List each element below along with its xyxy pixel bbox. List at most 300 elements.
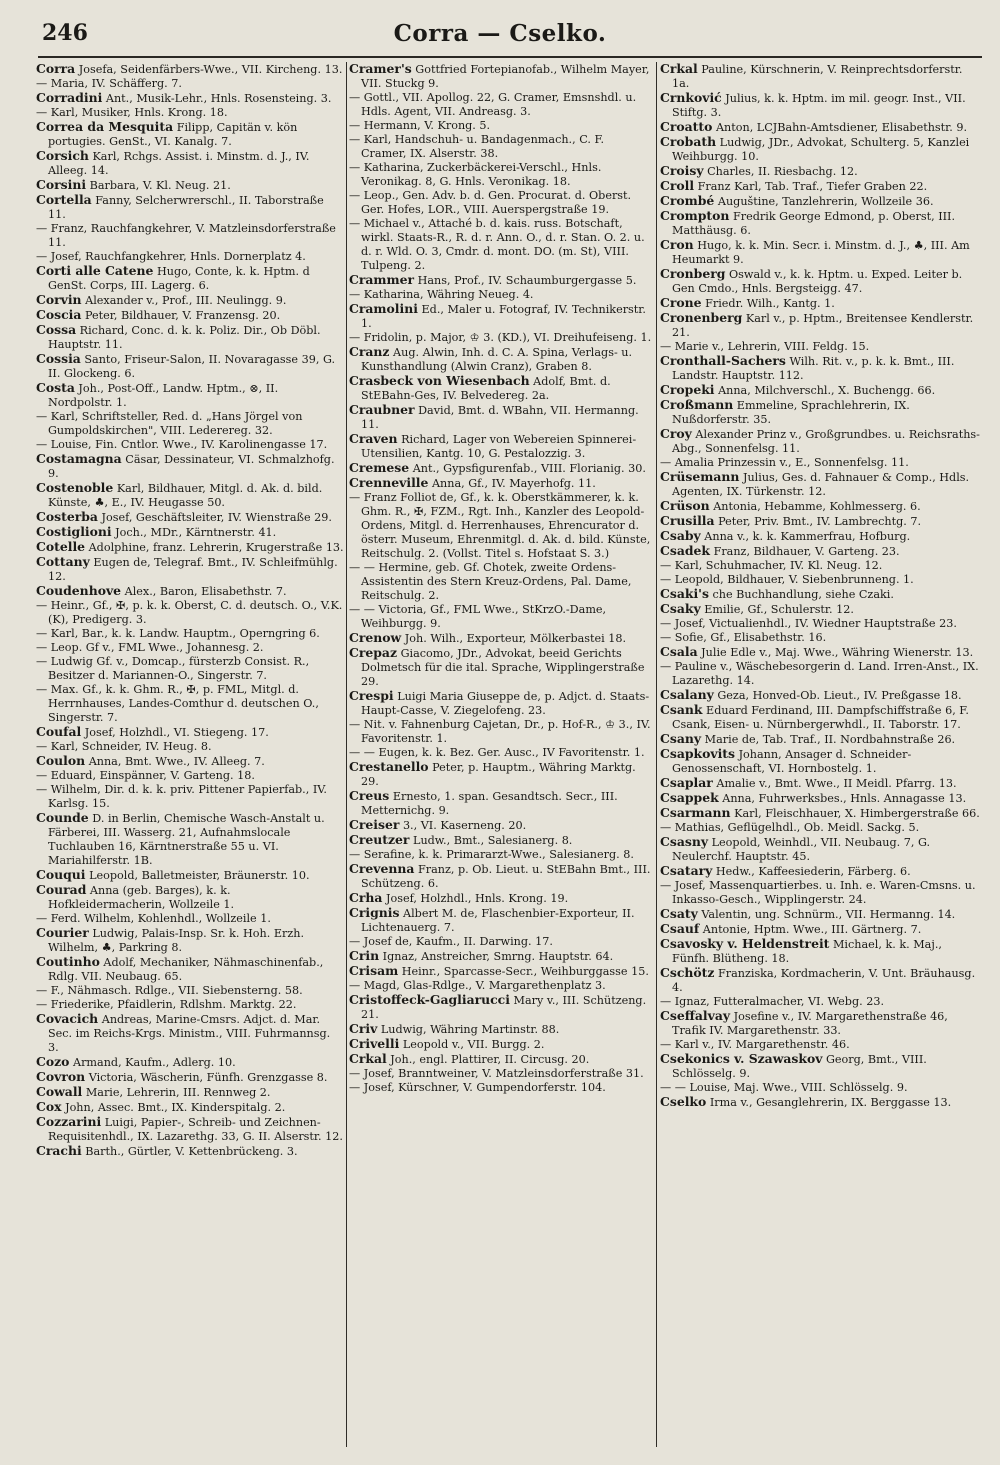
directory-entry <box>660 238 980 267</box>
entry-surname: Cramolini <box>349 301 418 316</box>
entry-surname: Cremese <box>349 460 410 475</box>
directory-entry <box>660 267 980 296</box>
directory-entry <box>660 791 980 806</box>
directory-entry <box>36 725 344 740</box>
entry-text: — Wilhelm, Dir. d. k. k. priv. Pittener Papierfab., IV. Karlsg. 15. <box>36 783 327 810</box>
entry-text: Valentin, ung. Schnürm., VII. Hermanng. 14. <box>701 908 956 921</box>
entry-surname: Corvin <box>36 292 82 307</box>
entry-text: Antonie, Hptm. Wwe., III. Gärtnerg. 7. <box>702 923 922 936</box>
entry-text: — Nit. v. Fahnenburg Cajetan, Dr., p. Hof-R., ♔ 3., IV. Favoritenstr. 1. <box>349 718 651 745</box>
directory-entry <box>36 1144 344 1159</box>
entry-text: — Magd, Glas-Rdlge., V. Margarethenplatz 3. <box>349 979 606 992</box>
entry-text: Gottfried Fortepianofab., Wilhelm Mayer, VII. Stuckg 9. <box>361 63 650 90</box>
entry-surname: Csarmann <box>660 805 731 820</box>
directory-entry <box>36 754 344 769</box>
entry-text: Giacomo, JDr., Advokat, beeid Gerichts Dolmetsch für die ital. Sprache, Wipplingerstraße 29. <box>361 647 645 688</box>
entry-surname: Crüson <box>660 498 710 513</box>
directory-entry <box>660 514 980 529</box>
entry-text: — — Eugen, k. k. Bez. Ger. Ausc., IV Favoritenstr. 1. <box>349 746 645 759</box>
directory-entry <box>36 1100 344 1115</box>
directory-entry <box>36 683 344 725</box>
directory-entry <box>36 193 344 222</box>
directory-entry <box>349 374 652 403</box>
entry-surname: Crignis <box>349 905 400 920</box>
entry-surname: Costerba <box>36 509 98 524</box>
column-1 <box>36 62 344 1447</box>
entry-text: — Ferd. Wilhelm, Kohlenhdl., Wollzeile 1. <box>36 912 271 925</box>
directory-entry <box>36 1012 344 1055</box>
entry-text: — Pauline v., Wäschebesorgerin d. Land. Irren-Anst., IX. Lazarethg. 14. <box>660 660 979 687</box>
entry-text: — Josef, Rauchfangkehrer, Hnls. Dornerplatz 4. <box>36 250 306 263</box>
directory-entry <box>349 461 652 476</box>
entry-text: Anton, LCJBahn-Amtsdiener, Elisabethstr. 9. <box>715 121 968 134</box>
entry-text: Fanny, Selcherwrerschl., II. Taborstraße 11. <box>48 194 324 221</box>
entry-text: Karl, Rchgs. Assist. i. Minstm. d. J., IV. Alleeg. 14. <box>48 150 310 177</box>
directory-entry <box>660 91 980 120</box>
directory-entry <box>349 603 652 631</box>
entry-surname: Croßmann <box>660 397 734 412</box>
entry-text: — Josef, Branntweiner, V. Matzleinsdorferstraße 31. <box>349 1067 644 1080</box>
entry-text: Josef, Holzhdl., VI. Stiegeng. 17. <box>84 726 269 739</box>
entry-surname: Corsini <box>36 177 87 192</box>
entry-surname: Coutinho <box>36 954 100 969</box>
directory-entry <box>36 264 344 293</box>
directory-entry <box>660 587 980 602</box>
entry-text: Adolf, Mechaniker, Nähmaschinenfab., Rdlg. VII. Neubaug. 65. <box>48 956 324 983</box>
entry-text: Michael, k. k. Maj., Fünfh. Blütheng. 18. <box>672 938 942 965</box>
directory-entry <box>660 1081 980 1095</box>
directory-entry <box>349 949 652 964</box>
directory-entry <box>36 106 344 120</box>
directory-entry <box>660 499 980 514</box>
entry-text: — Josef, Massenquartierbes. u. Inh. e. Waren-Cmsns. u. Inkasso-Gesch., Wipplingerstr. 24. <box>660 879 976 906</box>
entry-text: Joch., MDr., Kärntnerstr. 41. <box>115 526 277 539</box>
directory-entry <box>36 811 344 868</box>
directory-entry <box>349 345 652 374</box>
entry-surname: Croll <box>660 178 695 193</box>
entry-text: Victoria, Wäscherin, Fünfh. Grenzgasse 8. <box>88 1071 328 1084</box>
entry-text: — Karl v., IV. Margarethenstr. 46. <box>660 1038 850 1051</box>
entry-text: Heinr., Sparcasse-Secr., Weihburggasse 15. <box>401 965 649 978</box>
directory-entry <box>660 398 980 427</box>
entry-text: — Eduard, Einspänner, V. Garteng. 18. <box>36 769 255 782</box>
entry-text: Karl, Bildhauer, Mitgl. d. Ak. d. bild. Künste, ♣, E., IV. Heugasse 50. <box>48 482 323 509</box>
entry-text: Julius, Ges. d. Fahnauer & Comp., Hdls. Agenten, IX. Türkenstr. 12. <box>672 471 970 498</box>
entry-surname: Cossa <box>36 322 77 337</box>
directory-entry <box>660 864 980 879</box>
entry-text: Josef, Holzhdl., Hnls. Krong. 19. <box>386 892 569 905</box>
entry-text: Hedw., Kaffeesiederin, Färberg. 6. <box>715 865 911 878</box>
directory-entry <box>36 149 344 178</box>
entry-text: Julius, k. k. Hptm. im mil. geogr. Inst., VII. Stiftg. 3. <box>672 92 966 119</box>
entry-surname: Cozo <box>36 1054 70 1069</box>
entry-text: Albert M. de, Flaschenbier-Exporteur, II. Lichtenauerg. 7. <box>361 907 635 934</box>
entry-surname: Croy <box>660 426 692 441</box>
entry-surname: Croisy <box>660 163 704 178</box>
column-2 <box>349 62 652 1447</box>
directory-entry <box>36 481 344 510</box>
entry-text: Ludwig, JDr., Advokat, Schulterg. 5, Kanzlei Weihburgg. 10. <box>672 136 970 163</box>
entry-text: Armand, Kaufm., Adlerg. 10. <box>73 1056 236 1069</box>
directory-entry <box>660 747 980 776</box>
entry-text: — Gottl., VII. Apollog. 22, G. Cramer, Emsnshdl. u. Hdls. Agent, VII. Andreasg. 3. <box>349 91 637 118</box>
directory-entry <box>660 194 980 209</box>
entry-text: che Buchhandlung, siehe Czaki. <box>712 588 894 601</box>
directory-entry <box>36 120 344 149</box>
entry-surname: Cortella <box>36 192 92 207</box>
entry-surname: Coufal <box>36 724 82 739</box>
page-title: Corra — Cselko. <box>393 20 607 47</box>
entry-text: — Max. Gf., k. k. Ghm. R., ✠, p. FML, Mitgl. d. Herrnhauses, Landes-Comthur d. deutschen O., Singerstr. 7. <box>36 683 319 724</box>
entry-surname: Crepaz <box>349 645 398 660</box>
entry-surname: Csasny <box>660 834 709 849</box>
entry-surname: Creus <box>349 788 390 803</box>
directory-entry <box>349 1037 652 1052</box>
entry-text: — Ignaz, Futteralmacher, VI. Webg. 23. <box>660 995 885 1008</box>
directory-entry <box>349 979 652 993</box>
entry-text: Ant., Musik-Lehr., Hnls. Rosensteing. 3. <box>105 92 332 105</box>
directory-entry <box>660 879 980 907</box>
entry-text: Santo, Friseur-Salon, II. Novaragasse 39, G. II. Glockeng. 6. <box>48 353 336 380</box>
entry-surname: Corradini <box>36 90 103 105</box>
entry-surname: Cowall <box>36 1084 83 1099</box>
directory-entry <box>36 641 344 655</box>
entry-surname: Cotelle <box>36 539 86 554</box>
directory-entry <box>660 1038 980 1052</box>
directory-entry <box>660 179 980 194</box>
directory-entry <box>660 631 980 645</box>
entry-surname: Crestanello <box>349 759 429 774</box>
entry-text: Anna, Fuhrwerksbes., Hnls. Annagasse 13. <box>722 792 967 805</box>
directory-entry <box>660 559 980 573</box>
directory-entry <box>660 340 980 354</box>
entry-surname: Costamagna <box>36 451 122 466</box>
entry-text: Friedr. Wilh., Kantg. 1. <box>705 297 835 310</box>
entry-surname: Corsich <box>36 148 89 163</box>
entry-text: — Karl, Musiker, Hnls. Krong. 18. <box>36 106 228 119</box>
entry-surname: Csaki's <box>660 586 709 601</box>
entry-surname: Criv <box>349 1021 378 1036</box>
entry-text: Karl, Fleischhauer, X. Himbergerstraße 66. <box>734 807 980 820</box>
entry-text: — Fridolin, p. Major, ♔ 3. (KD.), VI. Dreihufeiseng. 1. <box>349 331 652 344</box>
directory-entry <box>36 955 344 984</box>
directory-entry <box>36 352 344 381</box>
entry-text: — — Hermine, geb. Gf. Chotek, zweite Ordens-Assistentin des Stern Kreuz-Ordens, Pal. Dame, Reitschulg. 2. <box>349 561 632 602</box>
directory-entry <box>660 937 980 966</box>
directory-entry <box>349 119 652 133</box>
entry-text: Filipp, Capitän v. kön portugies. GenSt., VI. Kanalg. 7. <box>48 121 298 148</box>
directory-entry <box>349 217 652 273</box>
entry-text: Ludwig, Palais-Insp. Sr. k. Hoh. Erzh. Wilhelm, ♣, Parkring 8. <box>48 927 305 954</box>
column-divider <box>656 62 657 1447</box>
entry-text: Ludwig, Währing Martinstr. 88. <box>380 1023 560 1036</box>
entry-text: Anna v., k. k. Kammerfrau, Hofburg. <box>704 530 911 543</box>
directory-entry <box>660 966 980 995</box>
directory-entry <box>660 470 980 499</box>
entry-surname: Cselko <box>660 1094 707 1109</box>
directory-entry <box>349 288 652 302</box>
entry-surname: Crevenna <box>349 861 415 876</box>
directory-entry <box>349 161 652 189</box>
entry-text: — Mathias, Geflügelhdl., Ob. Meidl. Sackg. 5. <box>660 821 920 834</box>
entry-surname: Crachi <box>36 1143 82 1158</box>
directory-entry <box>660 995 980 1009</box>
entry-surname: Crompton <box>660 208 730 223</box>
entry-text: Julie Edle v., Maj. Wwe., Währing Wienerstr. 13. <box>701 646 974 659</box>
entry-surname: Correa da Mesquita <box>36 119 174 134</box>
entry-text: Emmeline, Sprachlehrerin, IX. Nußdorferstr. 35. <box>672 399 910 426</box>
entry-surname: Crammer <box>349 272 415 287</box>
entry-text: Johann, Ansager d. Schneider-Genossenschaft, VI. Hornbostelg. 1. <box>672 748 912 775</box>
entry-surname: Crisam <box>349 963 399 978</box>
directory-entry <box>36 178 344 193</box>
entry-surname: Craubner <box>349 402 415 417</box>
page-number: 246 <box>42 20 88 46</box>
entry-text: Richard, Lager von Webereien Spinnerei-Utensilien, Kantg. 10, G. Pestalozzig. 3. <box>361 433 637 460</box>
directory-entry <box>349 302 652 331</box>
entry-text: Leopold, Balletmeister, Bräunerstr. 10. <box>89 869 310 882</box>
entry-text: — Marie v., Lehrerin, VIII. Feldg. 15. <box>660 340 870 353</box>
entry-text: Barth., Gürtler, V. Kettenbrückeng. 3. <box>85 1145 298 1158</box>
entry-surname: Crkal <box>660 62 698 76</box>
directory-entry <box>36 77 344 91</box>
entry-surname: Crobath <box>660 134 717 149</box>
directory-entry <box>660 383 980 398</box>
entry-surname: Crenow <box>349 630 402 645</box>
directory-entry <box>349 476 652 491</box>
entry-text: — Franz Folliot de, Gf., k. k. Oberstkämmerer, k. k. Ghm. R., ✠, FZM., Rgt. Inh., Kanzler des Leopold-Ordens, Mitgl. d. Herrenhauses, Ehrencurator d. österr. Museum, Ehrenmitgl. d. Ak. d. bild. Künste, Reitschulg. 2. (Vollst. Titel s. Hofstaat S. 3.) <box>349 491 651 560</box>
entry-text: David, Bmt. d. WBahn, VII. Hermanng. 11. <box>361 404 639 431</box>
entry-text: — Karl, Schriftsteller, Red. d. „Hans Jörgel von Gumpoldskirchen", VIII. Lederereg. 32. <box>36 410 303 437</box>
entry-surname: Courier <box>36 925 89 940</box>
entry-text: Andreas, Marine-Cmsrs. Adjct. d. Mar. Sec. im Reichs-Krgs. Ministm., VIII. Fuhrmannsg. 3. <box>48 1013 331 1054</box>
entry-surname: Counde <box>36 810 89 825</box>
entry-text: Ignaz, Anstreicher, Smrng. Hauptstr. 64. <box>382 950 614 963</box>
entry-surname: Cossia <box>36 351 81 366</box>
directory-entry <box>660 922 980 937</box>
entry-text: Joh., Post-Off., Landw. Hptm., ⊗, II. Nordpolstr. 1. <box>48 382 279 409</box>
entry-surname: Csekonics v. Szawaskov <box>660 1051 823 1066</box>
entry-surname: Crombé <box>660 193 715 208</box>
directory-entry <box>36 250 344 264</box>
directory-entry <box>36 783 344 811</box>
entry-text: Adolf, Bmt. d. StEBahn-Ges, IV. Belvedereg. 2a. <box>361 375 611 402</box>
directory-entry <box>660 120 980 135</box>
entry-text: — Sofie, Gf., Elisabethstr. 16. <box>660 631 827 644</box>
directory-entry <box>660 776 980 791</box>
entry-surname: Cottany <box>36 554 90 569</box>
entry-surname: Csala <box>660 644 698 659</box>
directory-entry <box>349 818 652 833</box>
entry-surname: Cronthall-Sachers <box>660 353 786 368</box>
entry-text: Pauline, Kürschnerin, V. Reinprechtsdorferstr. 1a. <box>672 63 963 90</box>
entry-surname: Csauf <box>660 921 700 936</box>
directory-entry <box>349 432 652 461</box>
entry-text: Josefa, Seidenfärbers-Wwe., VII. Kircheng. 13. <box>78 63 343 76</box>
entry-text: Joh. Wilh., Exporteur, Mölkerbastei 18. <box>404 632 627 645</box>
entry-text: Josefine v., IV. Margarethenstraße 46, Trafik IV. Margarethenstr. 33. <box>672 1010 948 1037</box>
entry-surname: Cristoffeck-Gagliarucci <box>349 992 510 1007</box>
directory-entry <box>36 91 344 106</box>
directory-entry <box>660 835 980 864</box>
entry-text: Marie de, Tab. Traf., II. Nordbahnstraße 26. <box>704 733 956 746</box>
directory-entry <box>660 821 980 835</box>
entry-text: Joh., engl. Plattirer, II. Circusg. 20. <box>390 1053 590 1066</box>
directory-entry <box>349 1052 652 1067</box>
directory-entry <box>36 62 344 77</box>
entry-surname: Cronberg <box>660 266 726 281</box>
entry-surname: Csatary <box>660 863 713 878</box>
entry-text: 3., VI. Kaserneng. 20. <box>402 819 527 832</box>
entry-text: Hans, Prof., IV. Schaumburgergasse 5. <box>417 274 637 287</box>
entry-text: — Heinr., Gf., ✠, p. k. k. Oberst, C. d. deutsch. O., V.K. (K), Predigerg. 3. <box>36 599 343 626</box>
entry-text: Anna, Gf., IV. Mayerhofg. 11. <box>431 477 596 490</box>
entry-text: Ludw., Bmt., Salesianerg. 8. <box>413 834 573 847</box>
directory-entry <box>660 573 980 587</box>
entry-surname: Cropeki <box>660 382 715 397</box>
entry-surname: Crone <box>660 295 702 310</box>
entry-text: Alex., Baron, Elisabethstr. 7. <box>124 585 287 598</box>
directory-entry <box>36 1115 344 1144</box>
directory-entry <box>660 209 980 238</box>
directory-entry <box>660 1052 980 1081</box>
entry-text: — Leopold, Bildhauer, V. Siebenbrunneng. 1. <box>660 573 914 586</box>
directory-entry <box>36 525 344 540</box>
directory-entry <box>36 438 344 452</box>
directory-entry <box>349 689 652 718</box>
entry-text: Eduard Ferdinand, III. Dampfschiffstraße 6, F. Csank, Eisen- u. Nürnbergerwhdl., II. Taborstr. 17. <box>672 704 969 731</box>
entry-surname: Croatto <box>660 119 713 134</box>
directory-entry <box>36 452 344 481</box>
entry-surname: Covron <box>36 1069 86 1084</box>
directory-entry <box>36 510 344 525</box>
directory-entry <box>660 806 980 821</box>
entry-text: — Michael v., Attaché b. d. kais. russ. Botschaft, wirkl. Staats-R., R. d. r. Ann. O., d. r. Stan. O. 2. u. d. r. Wld. O. 3, Cmdr. d. mont. DO. (m. St), VIII. Tulpeng. 2. <box>349 217 645 272</box>
entry-text: Hugo, Conte, k. k. Hptm. d GenSt. Corps, III. Lagerg. 6. <box>48 265 310 292</box>
directory-entry <box>36 655 344 683</box>
entry-text: Richard, Conc. d. k. k. Poliz. Dir., Ob Döbl. Hauptstr. 11. <box>48 324 321 351</box>
directory-entry <box>36 998 344 1012</box>
entry-text: Charles, II. Riesbachg. 12. <box>707 165 858 178</box>
entry-text: Karl v., p. Hptm., Breitensee Kendlerstr. 21. <box>672 312 974 339</box>
directory-entry <box>36 599 344 627</box>
entry-surname: Cron <box>660 237 694 252</box>
entry-surname: Craven <box>349 431 398 446</box>
directory-entry <box>660 602 980 617</box>
directory-entry <box>349 403 652 432</box>
entry-text: — Franz, Rauchfangkehrer, V. Matzleinsdorferstraße 11. <box>36 222 336 249</box>
entry-text: Mary v., III. Schützeng. 21. <box>361 994 647 1021</box>
entry-text: — Karl, Schneider, IV. Heug. 8. <box>36 740 212 753</box>
directory-entry <box>349 760 652 789</box>
entry-text: — Serafine, k. k. Primararzt-Wwe., Salesianerg. 8. <box>349 848 634 861</box>
directory-entry <box>660 732 980 747</box>
directory-entry <box>660 1095 980 1110</box>
entry-text: Luigi Maria Giuseppe de, p. Adjct. d. Staats-Haupt-Casse, V. Ziegelofeng. 23. <box>361 690 650 717</box>
entry-text: John, Assec. Bmt., IX. Kinderspitalg. 2. <box>65 1101 286 1114</box>
entry-surname: Crenneville <box>349 475 429 490</box>
entry-surname: Cranz <box>349 344 390 359</box>
entry-text: Amalie v., Bmt. Wwe., II Meidl. Pfarrg. 13. <box>716 777 957 790</box>
entry-text: Geza, Honved-Ob. Lieut., IV. Preßgasse 18. <box>717 689 962 702</box>
directory-entry <box>349 935 652 949</box>
directory-entry <box>349 746 652 760</box>
directory-entry <box>660 354 980 383</box>
entry-surname: Csalany <box>660 687 714 702</box>
entry-text: Marie, Lehrerin, III. Rennweg 2. <box>85 1086 271 1099</box>
directory-entry <box>349 189 652 217</box>
entry-surname: Cronenberg <box>660 310 743 325</box>
directory-entry <box>36 883 344 912</box>
entry-text: Cäsar, Dessinateur, VI. Schmalzhofg. 9. <box>48 453 335 480</box>
entry-surname: Costiglioni <box>36 524 112 539</box>
entry-text: Alexander Prinz v., Großgrundbes. u. Reichsraths-Abg., Sonnenfelsg. 11. <box>672 428 980 455</box>
entry-surname: Csank <box>660 702 703 717</box>
entry-surname: Creutzer <box>349 832 410 847</box>
entry-text: Franz Karl, Tab. Traf., Tiefer Graben 22. <box>697 180 928 193</box>
entry-surname: Crin <box>349 948 380 963</box>
entry-surname: Cramer's <box>349 62 412 76</box>
entry-surname: Csaby <box>660 528 701 543</box>
directory-entry <box>36 323 344 352</box>
directory-entry <box>36 381 344 410</box>
directory-entry <box>36 222 344 250</box>
directory-entry <box>349 646 652 689</box>
entry-surname: Couqui <box>36 867 86 882</box>
entry-text: — Katharina, Zuckerbäckerei-Verschl., Hnls. Veronikag. 8, G. Hnls. Veronikag. 18. <box>349 161 602 188</box>
directory-entry <box>36 410 344 438</box>
directory-entry <box>349 631 652 646</box>
directory-entry <box>36 555 344 584</box>
directory-entry <box>660 688 980 703</box>
directory-entry <box>349 1067 652 1081</box>
directory-entry <box>349 964 652 979</box>
entry-text: — Karl, Handschuh- u. Bandagenmach., C. F. Cramer, IX. Alserstr. 38. <box>349 133 605 160</box>
directory-entry <box>349 789 652 818</box>
directory-entry <box>349 1022 652 1037</box>
entry-text: — Katharina, Währing Neueg. 4. <box>349 288 534 301</box>
entry-surname: Corra <box>36 62 76 76</box>
directory-entry <box>660 427 980 456</box>
entry-text: Georg, Bmt., VIII. Schlösselg. 9. <box>672 1053 927 1080</box>
entry-text: Emilie, Gf., Schulerstr. 12. <box>704 603 854 616</box>
entry-text: — Maria, IV. Schäfferg. 7. <box>36 77 182 90</box>
entry-text: Ant., Gypsfigurenfab., VIII. Florianig. 30. <box>412 462 646 475</box>
entry-text: Anna, Bmt. Wwe., IV. Alleeg. 7. <box>88 755 265 768</box>
column-3 <box>660 62 980 1447</box>
entry-text: Antonia, Hebamme, Kohlmesserg. 6. <box>713 500 921 513</box>
entry-text: Franz, Bildhauer, V. Garteng. 23. <box>713 545 900 558</box>
entry-text: Luigi, Papier-, Schreib- und Zeichnen-Requisitenhdl., IX. Lazarethg. 33, G. II. Alserstr. 12. <box>48 1116 343 1143</box>
entry-text: — Leop. Gf v., FML Wwe., Johannesg. 2. <box>36 641 264 654</box>
entry-surname: Csadek <box>660 543 710 558</box>
entry-text: D. in Berlin, Chemische Wasch-Anstalt u. Färberei, III. Wasserg. 21, Aufnahmslocale Tuchlauben 16, Kärntnerstraße 55 u. VI. Mariahilferstr. 1B. <box>48 812 325 867</box>
entry-text: — Amalia Prinzessin v., E., Sonnenfelsg. 11. <box>660 456 909 469</box>
entry-text: Leopold v., VII. Burgg. 2. <box>402 1038 545 1051</box>
entry-text: — Karl, Schuhmacher, IV. Kl. Neug. 12. <box>660 559 883 572</box>
directory-entry <box>36 740 344 754</box>
entry-text: Barbara, V. Kl. Neug. 21. <box>89 179 231 192</box>
entry-surname: Crnković <box>660 90 722 105</box>
directory-entry <box>36 868 344 883</box>
directory-entry <box>660 544 980 559</box>
entry-text: Peter, Priv. Bmt., IV. Lambrechtg. 7. <box>718 515 922 528</box>
entry-text: Ed., Maler u. Fotograf, IV. Technikerstr. 1. <box>361 303 646 330</box>
entry-text: Irma v., Gesanglehrerin, IX. Berggasse 13. <box>709 1096 952 1109</box>
directory-entry <box>349 833 652 848</box>
directory-entry <box>36 293 344 308</box>
directory-entry <box>660 1009 980 1038</box>
